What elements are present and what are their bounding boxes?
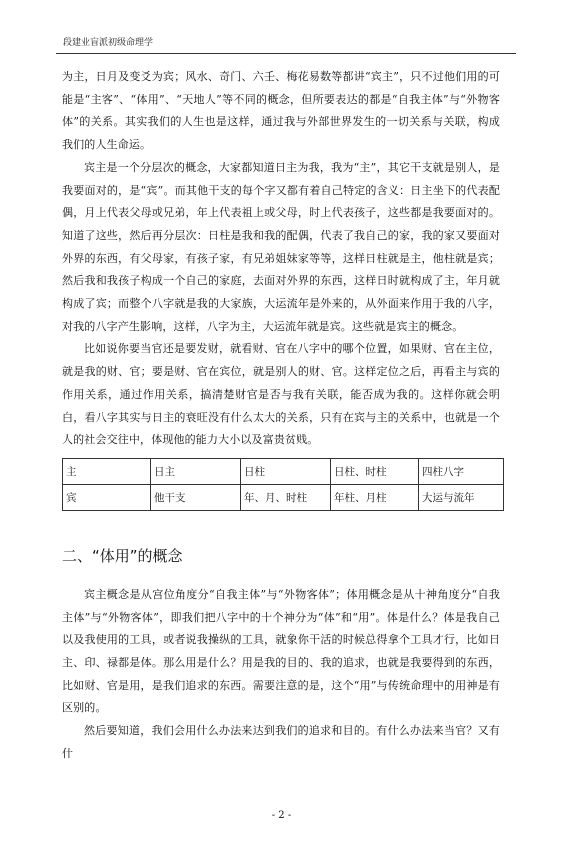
- binzhu-comparison-table: [62, 458, 504, 511]
- table-cell: 日主: [151, 458, 241, 484]
- table-cell: 宾: [63, 484, 151, 510]
- paragraph-methods: 然后要知道，我们会用什么办法来达到我们的追求和目的。有什么办法来当官？又有什: [62, 724, 500, 760]
- table-row: [63, 458, 504, 484]
- table-cell: 四柱八字: [419, 458, 504, 484]
- paragraph-tiyong-concept: 宾主概念是从宫位角度分“自我主体”与“外物客体”；体用概念是从十神角度分“自我主体”与“外物客体”，即我们把八字中的十个神分为“体”和“用”。体是什么？体是我自己以及我使用的工具，或者说我操纵的工具，就象你干活的时候总得拿个工具才行，比如日主、印、禄都是体。那么用是什么？用是我的目的、我的追求，也就是我要得到的东西，比如财、官是用，是我们追求的东西。需要注意的是，这个“用”与传统命理中的用神是有区别的。: [62, 587, 500, 715]
- paragraph-binzhu-concept: 宾主是一个分层次的概念，大家都知道日主为我，我为“主”，其它干支就是别人，是我要面对的，是“宾”。而其他干支的每个字又都有着自己特定的含义：日主坐下的代表配偶，月上代表父母或兄弟，年上代表祖上或父母，时上代表孩子，这些都是我要面对的。知道了这些，然后再分层次：日柱是我和我的配偶，代表了我自己的家，我的家又要面对外界的东西，有父母家，有孩子家，有兄弟姐妹家等等，这样日柱就是主，他柱就是宾；然后我和我孩子构成一个自己的家庭，去面对外界的东西，这样日时就构成了主，年月就构成了宾；而整个八字就是我的大家族，大运流年是外来的，从外面来作用于我的八字，对我的八字产生影响，这样，八字为主，大运流年就是宾。这些就是宾主的概念。: [62, 160, 500, 333]
- table-cell: 日柱: [241, 458, 331, 484]
- page-number: - 2 -: [271, 810, 292, 821]
- running-header-title: 段建业盲派初级命理学: [63, 38, 154, 48]
- table-row: [63, 484, 504, 510]
- paragraph-wealth-office: 比如说你要当官还是要发财，就看财、官在八字中的哪个位置，如果财、官在主位，就是我的财、官；要是财、官在宾位，就是别人的财、官。这样定位之后，再看主与宾的作用关系，通过作用关系，搞清楚财官是否与我有关联，能否成为我的。这样你就会明白，看八字其实与日主的衰旺没有什么太大的关系，只有在宾与主的关系中，也就是一个人的社会交往中，体现他的能力大小以及富贵贫贱。: [62, 342, 500, 447]
- table-cell: 年柱、月柱: [331, 484, 419, 510]
- table-cell: 日柱、时柱: [331, 458, 419, 484]
- section-heading-tiyong: 二、“体用”的概念: [62, 546, 183, 565]
- table-cell: 大运与流年: [419, 484, 504, 510]
- table-cell: 他干支: [151, 484, 241, 510]
- paragraph-continuation: 为主，日月及变爻为宾；风水、奇门、六壬、梅花易数等都讲“宾主”，只不过他们用的可能是“主客”、“体用”、“天地人”等不同的概念，但所要表达的都是“自我主体”与“外物客体”的关系。其实我们的人生也是这样，通过我与外部世界发生的一切关系与关联，构成我们的人生命运。: [62, 70, 500, 152]
- header-divider: [56, 53, 516, 54]
- page-body: [62, 66, 500, 766]
- table-cell: 主: [63, 458, 151, 484]
- table-cell: 年、月、时柱: [241, 484, 331, 510]
